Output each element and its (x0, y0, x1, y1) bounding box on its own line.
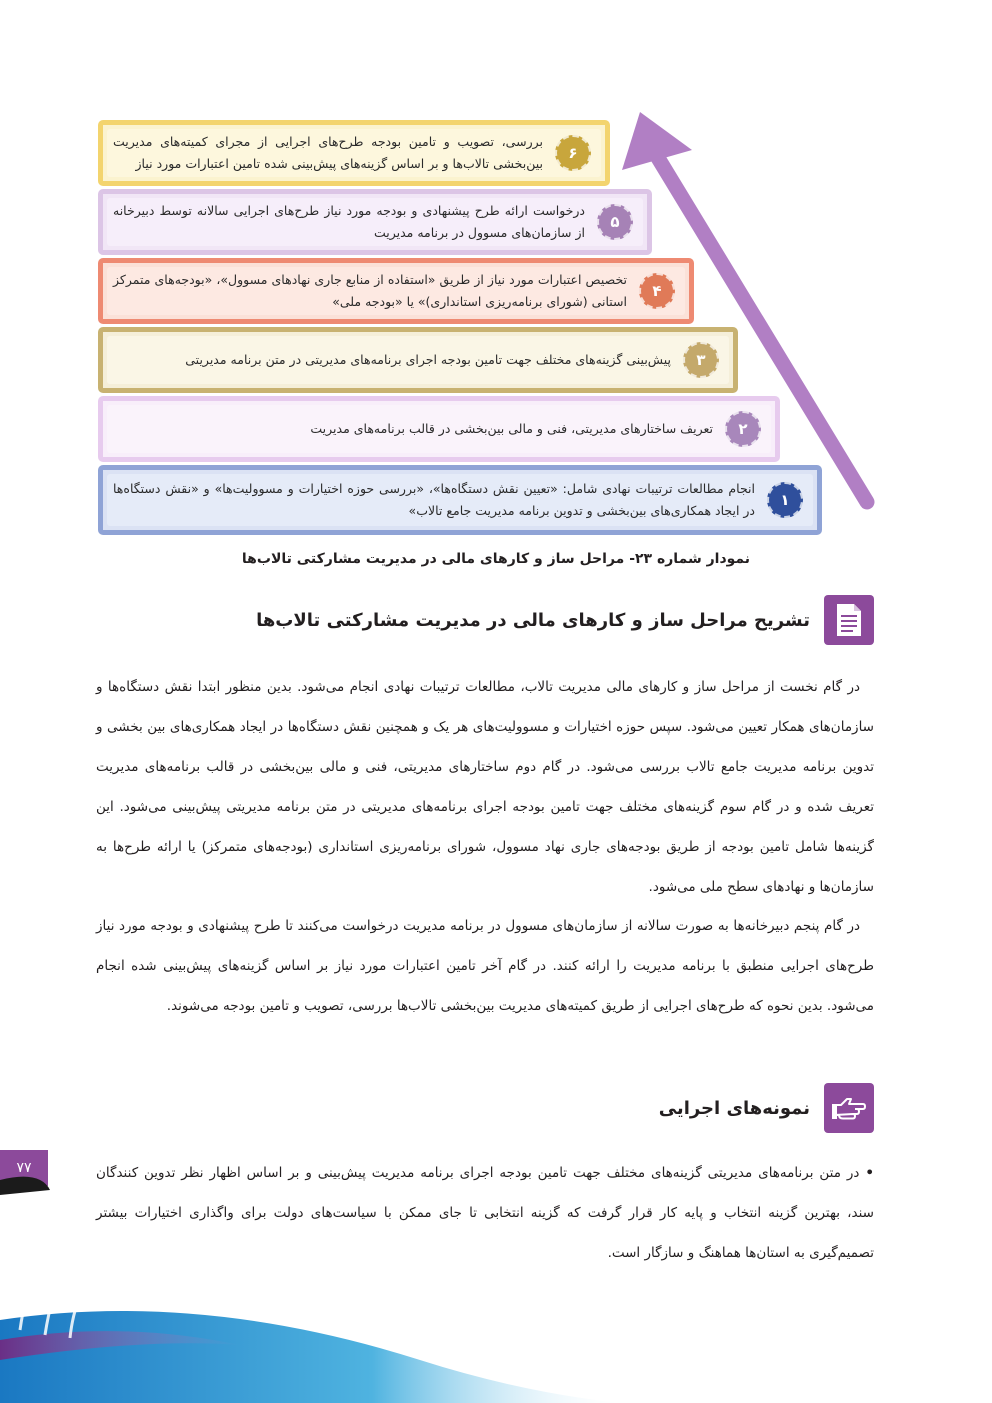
step-2 (98, 396, 780, 462)
bullet-marker: • (865, 1165, 874, 1181)
step-5-text: درخواست ارائه طرح پیشنهادی و بودجه مورد نیاز طرح‌های اجرایی سالانه توسط دبیرخانه از سازمان‌های مسوول در برنامه مدیریت (113, 203, 585, 240)
step-5 (98, 189, 652, 255)
step-4-number: ۴ (639, 273, 675, 309)
paragraph-1: در گام نخست از مراحل ساز و کارهای مالی مدیریت تالاب، مطالعات ترتیبات نهادی انجام می‌شود. بدین منظور ابتدا نقش دستگاه‌ها و سازمان‌های همکار تعیین می‌شود. سپس حوزه اختیارات و مسوولیت‌های هر یک و همچنین نقش دستگاه‌ها در ایجاد همکاری‌های بین بخشی و تدوین برنامه مدیریت جامع تالاب بررسی می‌شود. در گام دوم ساختارهای مدیریتی، فنی و مالی بین‌بخشی در قالب برنامه‌های مدیریت تعریف شده و در گام سوم گزینه‌های مختلف جهت تامین بودجه اجرای برنامه‌های مدیریتی در متن برنامه مدیریتی پیش‌بینی می‌شود. این گزینه‌ها شامل تامین بودجه از طریق بودجه‌های جاری نهاد مسوول، شورای برنامه‌ریزی استانداری (بودجه‌های متمرکز) یا ارائه طرح‌ها به سازمان‌ها و نهادهای سطح ملی می‌شود. (96, 679, 874, 895)
step-6-number: ۶ (555, 135, 591, 171)
step-3-number: ۳ (683, 342, 719, 378)
diagram-caption: نمودار شماره ۲۳- مراحل ساز و کارهای مالی در مدیریت مشارکتی تالاب‌ها (241, 551, 751, 567)
step-1-text: انجام مطالعات ترتیبات نهادی شامل: «تعیین نقش دستگاه‌ها»، «بررسی حوزه اختیارات و مسوولیت‌ها» و «نقش دستگاه‌ها در ایجاد همکاری‌های بین‌بخشی و تدوین برنامه مدیریت جامع تالاب» (113, 481, 755, 518)
step-6 (98, 120, 610, 186)
footer-wave-decoration (0, 1170, 992, 1403)
section-heading-mechanisms (256, 595, 874, 645)
step-1 (98, 465, 822, 535)
steps-diagram (92, 110, 892, 540)
step-4-text: تخصیص اعتبارات مورد نیاز از طریق «استفاده از منابع جاری نهادهای مسوول»، «بودجه‌های متمرکز استانی (شورای برنامه‌ریزی استانداری)» یا «بودجه ملی» (113, 272, 627, 309)
step-6-text: بررسی، تصویب و تامین بودجه طرح‌های اجرایی از مجرای کمیته‌های مدیریت بین‌بخشی تالاب‌ها و بر اساس گزینه‌های پیش‌بینی شده تامین اعتبارات مورد نیاز (113, 134, 543, 171)
page-number: ۷۷ (0, 1150, 48, 1186)
section-title: نمونه‌های اجرایی (658, 1097, 810, 1119)
step-5-number: ۵ (597, 204, 633, 240)
section-title: تشریح مراحل ساز و کارهای مالی در مدیریت مشارکتی تالاب‌ها (256, 609, 810, 631)
document-icon (824, 595, 874, 645)
bullet-text: در متن برنامه‌های مدیریتی گزینه‌های مختلف جهت تامین بودجه اجرای برنامه مدیریت پیش‌بینی و بر اساس اظهار نظر تدوین کنندگان سند، بهترین گزینه انتخاب و پایه کار قرار گرفت که گزینه انتخابی تا جای ممکن با سیاست‌های دولت برای واگذاری اختیارات بیشتر تصمیم‌گیری به استان‌ها هماهنگ و سازگار است. (96, 1165, 874, 1261)
step-4 (98, 258, 694, 324)
section-heading-examples (659, 1083, 874, 1133)
step-2-text: تعریف ساختارهای مدیریتی، فنی و مالی بین‌بخشی در قالب برنامه‌های مدیریت (310, 421, 713, 436)
step-3 (98, 327, 738, 393)
step-2-number: ۲ (725, 411, 761, 447)
step-3-text: پیش‌بینی گزینه‌های مختلف جهت تامین بودجه اجرای برنامه‌های مدیریتی در متن برنامه مدیریتی (185, 352, 671, 367)
step-1-number: ۱ (767, 482, 803, 518)
pointing-hand-icon (824, 1083, 874, 1133)
paragraph-2: در گام پنجم دبیرخانه‌ها به صورت سالانه از سازمان‌های مسوول در برنامه مدیریت درخواست می‌کنند تا طرح پیشنهادی و بودجه مورد نیاز طرح‌های اجرایی منطبق با برنامه مدیریت را ارائه کنند. در گام آخر تامین اعتبارات مورد نیاز بر اساس گزینه‌های پیش‌بینی شده انجام می‌شود. بدین نحوه که طرح‌های اجرایی از طریق کمیته‌های مدیریت بین‌بخشی تالاب‌ها بررسی، تصویب و تامین بودجه می‌شوند. (96, 918, 874, 1014)
